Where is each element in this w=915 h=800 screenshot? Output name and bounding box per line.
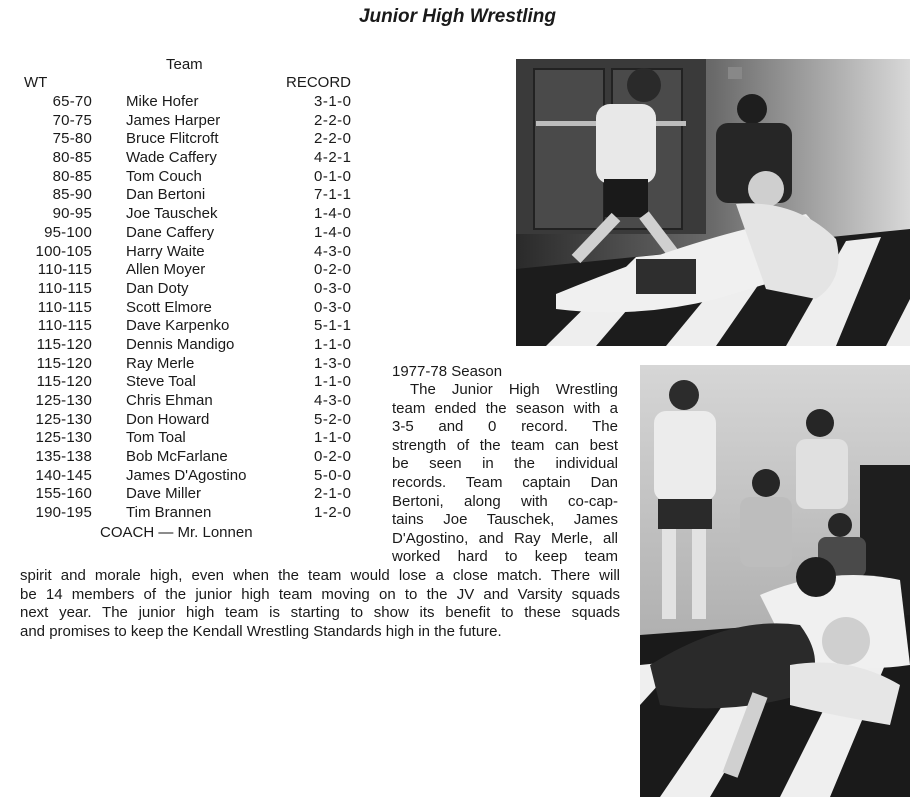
season-heading: 1977-78 Season [392, 363, 503, 380]
article-line [392, 381, 618, 400]
weight-class: 115-120 [36, 373, 92, 391]
weight-class: 115-120 [36, 354, 92, 372]
table-row [16, 149, 376, 168]
table-row [16, 504, 376, 523]
weight-class: 140-145 [35, 466, 92, 484]
wrestler-record: 0-3-0 [314, 298, 352, 316]
wrestler-name: Dan Doty [126, 279, 189, 297]
team-label: Team [166, 56, 203, 73]
wrestler-record: 5-1-1 [314, 317, 352, 335]
wrestler-name: Dan Bertoni [126, 186, 206, 204]
wrestler-record: 1-2-0 [314, 504, 352, 522]
wrestler-name: Bob McFarlane [126, 448, 228, 466]
article-line: D'Agostino, and Ray Merle, all [392, 529, 618, 547]
wrestler-record: 0-2-0 [314, 261, 352, 279]
table-row [16, 485, 376, 504]
table-row [16, 299, 376, 318]
article-column-text [392, 381, 618, 567]
record-column-header: RECORD [286, 74, 352, 91]
table-row [16, 243, 376, 262]
wrestler-record: 1-4-0 [314, 205, 352, 223]
wrestler-name: Joe Tauschek [126, 205, 218, 223]
table-row [16, 186, 376, 205]
wrestler-record: 0-3-0 [314, 279, 352, 297]
wrestler-name: Don Howard [126, 410, 210, 428]
article-line: worked hard to keep team [392, 548, 618, 566]
table-row [16, 130, 376, 149]
article-line: be seen in the individual [392, 455, 618, 473]
wrestler-record: 1-4-0 [314, 223, 352, 241]
article-line: tains Joe Tauschek, James [392, 511, 618, 529]
wrestler-name: Scott Elmore [126, 298, 212, 316]
article-line: spirit and morale high, even when the team would lose a close match. There will [20, 567, 620, 584]
table-row [16, 205, 376, 224]
table-row [16, 467, 376, 486]
wrestler-name: James Harper [126, 111, 221, 129]
article-line: and promises to keep the Kendall Wrestling Standards high in the future. [20, 622, 502, 640]
wrestler-record: 7-1-1 [314, 186, 352, 204]
wrestler-name: Ray Merle [126, 354, 195, 372]
wrestler-name: Tim Brannen [126, 504, 212, 522]
wrestler-record: 2-2-0 [314, 111, 352, 129]
article-line: be 14 members of the junior high team moving on to the JV and Varsity squads [20, 585, 620, 603]
weight-class: 80-85 [52, 149, 92, 167]
wrestler-name: Harry Waite [126, 242, 205, 260]
weight-class: 155-160 [35, 485, 92, 503]
roster-table [16, 93, 376, 523]
table-row [16, 411, 376, 430]
weight-class: 135-138 [35, 448, 92, 466]
weight-class: 95-100 [44, 223, 92, 241]
article-line: 3-5 and 0 record. The [392, 418, 618, 436]
weight-class: 110-115 [37, 317, 92, 335]
weight-class: 125-130 [35, 392, 92, 409]
weight-class: 110-115 [37, 261, 92, 279]
table-row [16, 429, 376, 448]
wrestler-name: Tom Couch [126, 167, 202, 185]
wrestler-name: Steve Toal [126, 373, 196, 391]
weight-class: 110-115 [37, 279, 92, 297]
wrestler-name: Dave Karpenko [126, 317, 230, 335]
wrestler-name: Chris Ehman [126, 392, 213, 409]
weight-class: 75-80 [52, 130, 92, 148]
wrestler-record: 0-1-0 [314, 167, 352, 185]
table-row [16, 261, 376, 280]
article-line-text: The Junior High Wrestling [410, 381, 618, 398]
wrestler-record: 1-3-0 [314, 354, 352, 372]
weight-class: 125-130 [35, 429, 92, 447]
wrestler-record: 5-0-0 [314, 466, 352, 484]
table-row [16, 392, 376, 411]
wrestler-record: 1-1-0 [314, 373, 352, 391]
table-row [16, 448, 376, 467]
wrestler-record: 2-1-0 [314, 485, 352, 503]
article-line: team ended the season with a [392, 399, 618, 417]
wrestler-record: 1-1-0 [314, 335, 352, 353]
coach-line: COACH — Mr. Lonnen [100, 524, 253, 541]
article-line: records. Team captain Dan [392, 473, 618, 491]
table-row [16, 112, 376, 131]
table-row [16, 373, 376, 392]
wrestler-record: 4-3-0 [314, 242, 352, 260]
wrestler-name: Dane Caffery [126, 223, 215, 241]
article-line: Bertoni, along with co-cap- [392, 492, 618, 510]
wrestler-name: James D'Agostino [126, 466, 247, 484]
wrestler-record: 5-2-0 [314, 410, 352, 428]
table-row [16, 168, 376, 187]
wrestler-record: 0-2-0 [314, 448, 352, 466]
wrestler-record: 4-3-0 [314, 392, 352, 409]
wrestler-name: Dave Miller [126, 485, 202, 503]
table-row [16, 280, 376, 299]
article-full-width-text [20, 567, 620, 641]
wrestler-record: 3-1-0 [314, 93, 352, 110]
wrestling-practice-photo [516, 59, 910, 346]
table-row [16, 93, 376, 112]
table-row [16, 224, 376, 243]
article-line: next year. The junior high team is starting to show its benefit to these squads [20, 604, 620, 622]
weight-column-header: WT [24, 74, 48, 91]
wrestler-name: Dennis Mandigo [126, 335, 235, 353]
weight-class: 100-105 [35, 242, 92, 260]
weight-class: 125-130 [35, 410, 92, 428]
wrestler-record: 1-1-0 [314, 429, 352, 447]
table-row [16, 355, 376, 374]
wrestler-name: Wade Caffery [126, 149, 217, 167]
weight-class: 85-90 [52, 186, 92, 204]
weight-class: 65-70 [52, 93, 92, 110]
wrestler-name: Allen Moyer [126, 261, 206, 279]
weight-class: 190-195 [35, 504, 92, 522]
wrestler-record: 4-2-1 [314, 149, 352, 167]
wrestler-record: 2-2-0 [314, 130, 352, 148]
table-row [16, 317, 376, 336]
wrestler-name: Tom Toal [126, 429, 186, 447]
article-line: strength of the team can best [392, 436, 618, 454]
table-row [16, 336, 376, 355]
wrestler-name: Bruce Flitcroft [126, 130, 219, 148]
wrestler-name: Mike Hofer [126, 93, 199, 110]
page-title: Junior High Wrestling [358, 6, 557, 27]
weight-class: 80-85 [52, 167, 92, 185]
wrestling-match-photo [640, 365, 910, 797]
weight-class: 115-120 [36, 335, 92, 353]
weight-class: 90-95 [52, 205, 92, 223]
weight-class: 70-75 [52, 111, 92, 129]
weight-class: 110-115 [37, 298, 92, 316]
